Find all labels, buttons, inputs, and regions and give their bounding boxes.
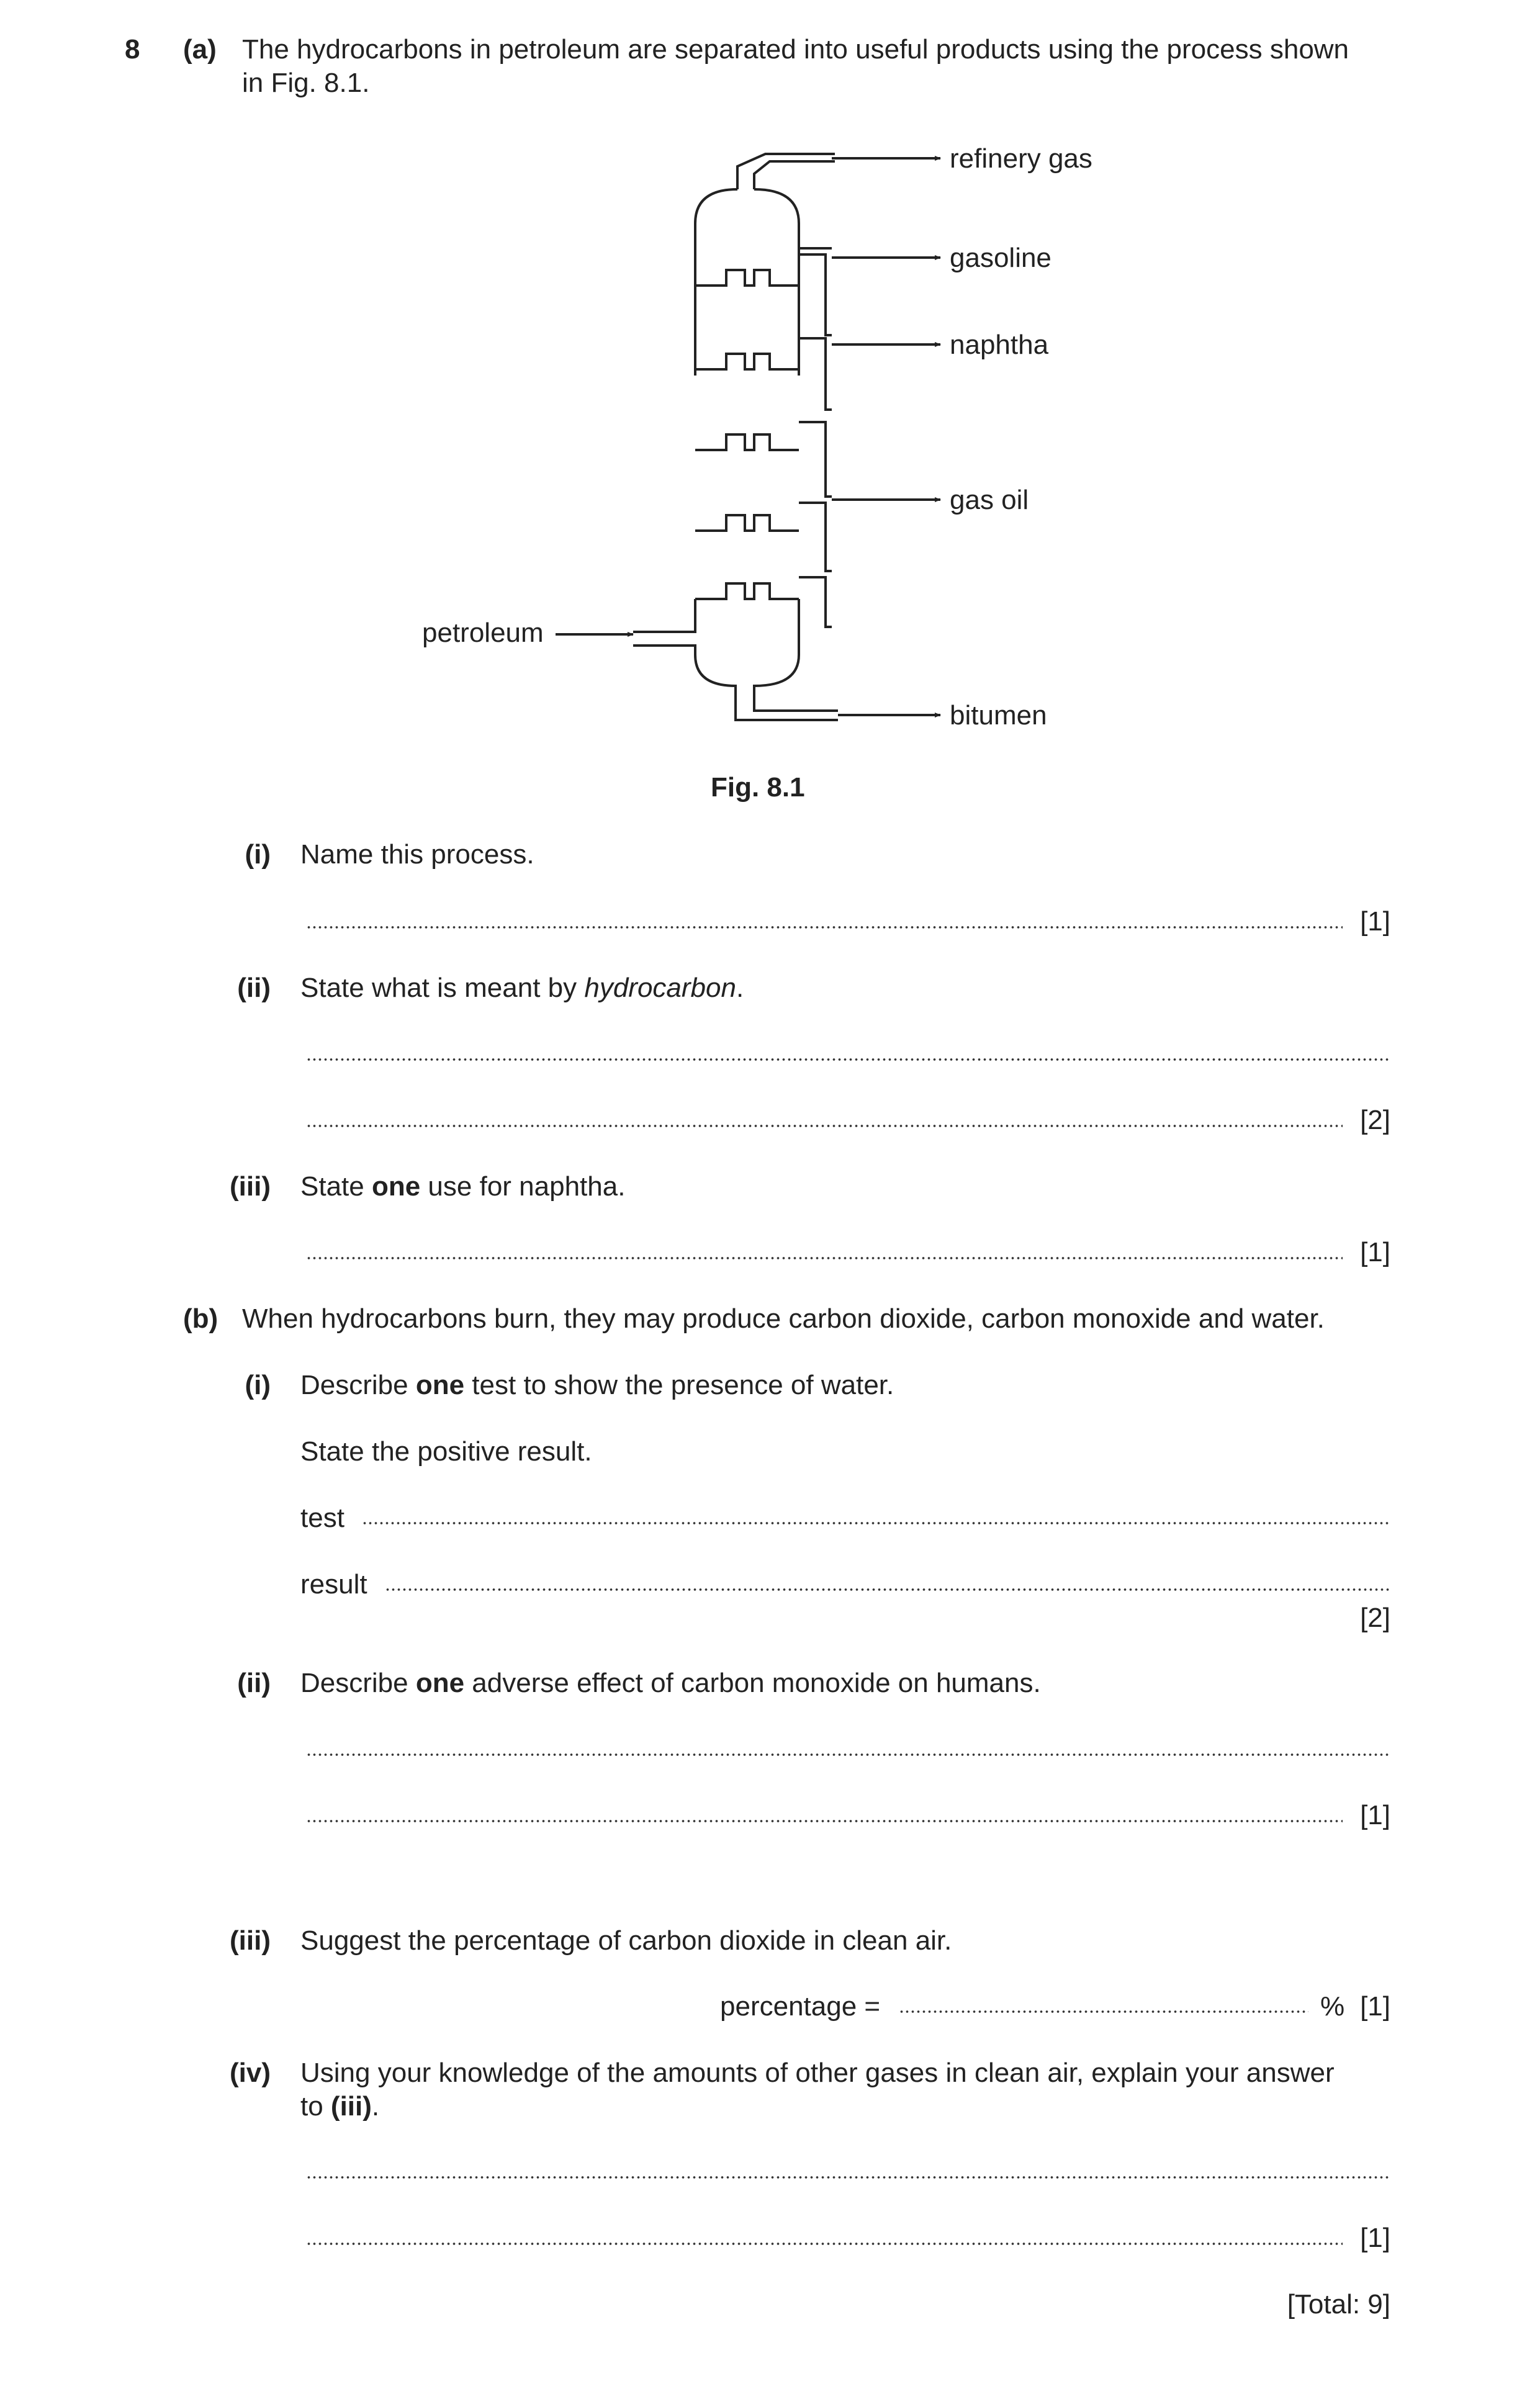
result-answer-line[interactable] [385, 1587, 1389, 1592]
part-a-label: (a) [183, 34, 217, 65]
part-b-iv-label: (iv) [230, 2058, 271, 2088]
part-a-intro-line2: in Fig. 8.1. [242, 68, 370, 98]
answer-line[interactable] [306, 1819, 1343, 1824]
mark-allocation: [1] [1360, 1237, 1390, 1267]
part-b-i-line2: State the positive result. [300, 1436, 592, 1467]
fractionating-column-diagram [397, 124, 1142, 732]
percent-unit: % [1320, 1991, 1345, 2022]
part-b-iv-line1: Using your knowledge of the amounts of other gases in clean air, explain your answer [300, 2058, 1335, 2088]
mark-allocation: [1] [1360, 906, 1390, 937]
answer-line[interactable] [306, 1057, 1389, 1062]
answer-line[interactable] [306, 1752, 1389, 1757]
output-label-gasoline: gasoline [950, 243, 1051, 273]
part-b-iv-line2: to (iii). [300, 2091, 380, 2122]
input-label-petroleum: petroleum [422, 618, 544, 648]
figure-caption: Fig. 8.1 [711, 772, 805, 803]
result-label: result [300, 1569, 367, 1600]
question-number: 8 [125, 34, 140, 65]
output-label-refinery-gas: refinery gas [950, 143, 1092, 174]
mark-allocation: [1] [1360, 2223, 1390, 2253]
answer-line[interactable] [306, 925, 1343, 930]
part-b-label: (b) [183, 1303, 218, 1334]
part-a-i-text: Name this process. [300, 839, 534, 870]
mark-allocation: [1] [1360, 1800, 1390, 1830]
mark-allocation: [2] [1360, 1603, 1390, 1633]
part-b-i-text: Describe one test to show the presence of water. [300, 1370, 894, 1400]
answer-line[interactable] [306, 1256, 1343, 1261]
part-a-iii-text: State one use for naphtha. [300, 1171, 626, 1202]
test-answer-line[interactable] [362, 1521, 1389, 1526]
output-label-naphtha: naphtha [950, 330, 1049, 360]
part-a-intro-line1: The hydrocarbons in petroleum are separated into useful products using the process shown [242, 34, 1349, 65]
output-label-bitumen: bitumen [950, 700, 1047, 731]
part-b-intro: When hydrocarbons burn, they may produce carbon dioxide, carbon monoxide and water. [242, 1303, 1325, 1334]
part-b-i-label: (i) [245, 1370, 271, 1400]
part-a-iii-label: (iii) [230, 1171, 271, 1202]
mark-allocation: [2] [1360, 1105, 1390, 1135]
answer-line[interactable] [306, 1123, 1343, 1128]
output-label-gas-oil: gas oil [950, 485, 1029, 515]
part-b-iii-text: Suggest the percentage of carbon dioxide in clean air. [300, 1925, 952, 1956]
part-b-ii-label: (ii) [237, 1668, 271, 1698]
answer-line[interactable] [306, 2175, 1389, 2180]
answer-line[interactable] [306, 2241, 1343, 2246]
part-b-iii-label: (iii) [230, 1925, 271, 1956]
part-a-ii-text: State what is meant by hydrocarbon. [300, 973, 744, 1003]
part-b-ii-text: Describe one adverse effect of carbon monoxide on humans. [300, 1668, 1041, 1698]
test-label: test [300, 1503, 344, 1533]
mark-allocation: [1] [1360, 1991, 1390, 2022]
percentage-answer-line[interactable] [899, 2009, 1308, 2014]
total-marks: [Total: 9] [1287, 2289, 1390, 2320]
percentage-label: percentage = [720, 1991, 881, 2022]
part-a-ii-label: (ii) [237, 973, 271, 1003]
part-a-i-label: (i) [245, 839, 271, 870]
